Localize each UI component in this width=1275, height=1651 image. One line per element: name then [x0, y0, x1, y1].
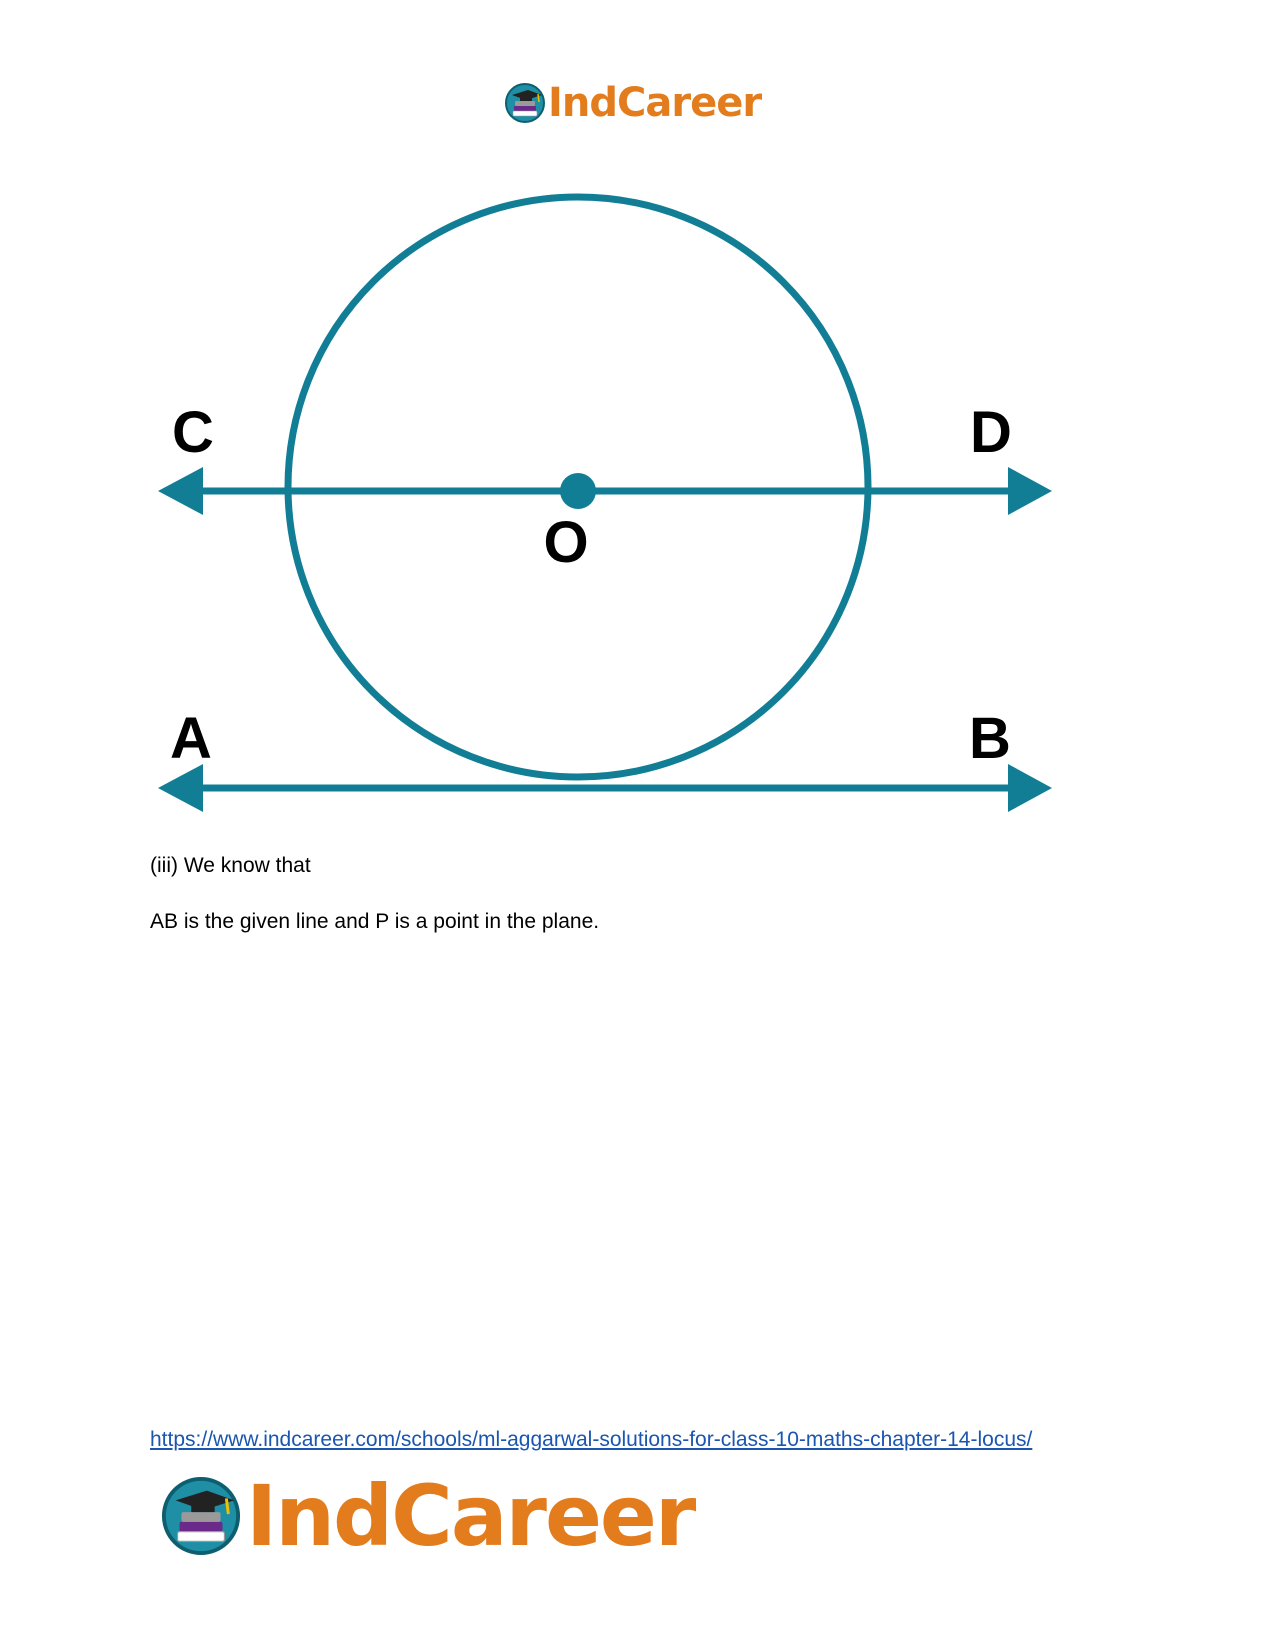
paragraph-we-know: (iii) We know that: [150, 854, 311, 877]
paragraph-given-line: AB is the given line and P is a point in the plane.: [150, 910, 600, 933]
label-d: D: [970, 400, 1012, 465]
source-link[interactable]: https://www.indcareer.com/schools/ml-aggarwal-solutions-for-class-10-maths-chapter-14-locus/: [150, 1428, 1033, 1451]
graduation-cap-books-icon: [160, 1475, 242, 1557]
arrow-a-icon: [158, 764, 203, 812]
logo-text: IndCareer: [246, 1467, 695, 1565]
label-o: O: [543, 510, 589, 575]
center-point-o: [560, 473, 596, 509]
label-b: B: [969, 706, 1011, 771]
footer-logo: [160, 1468, 694, 1564]
label-c: C: [172, 400, 214, 465]
logo-text: IndCareer: [548, 80, 762, 126]
arrow-c-icon: [158, 467, 203, 515]
arrow-b-icon: [1008, 764, 1052, 812]
label-a: A: [170, 706, 212, 771]
arrow-d-icon: [1008, 467, 1052, 515]
